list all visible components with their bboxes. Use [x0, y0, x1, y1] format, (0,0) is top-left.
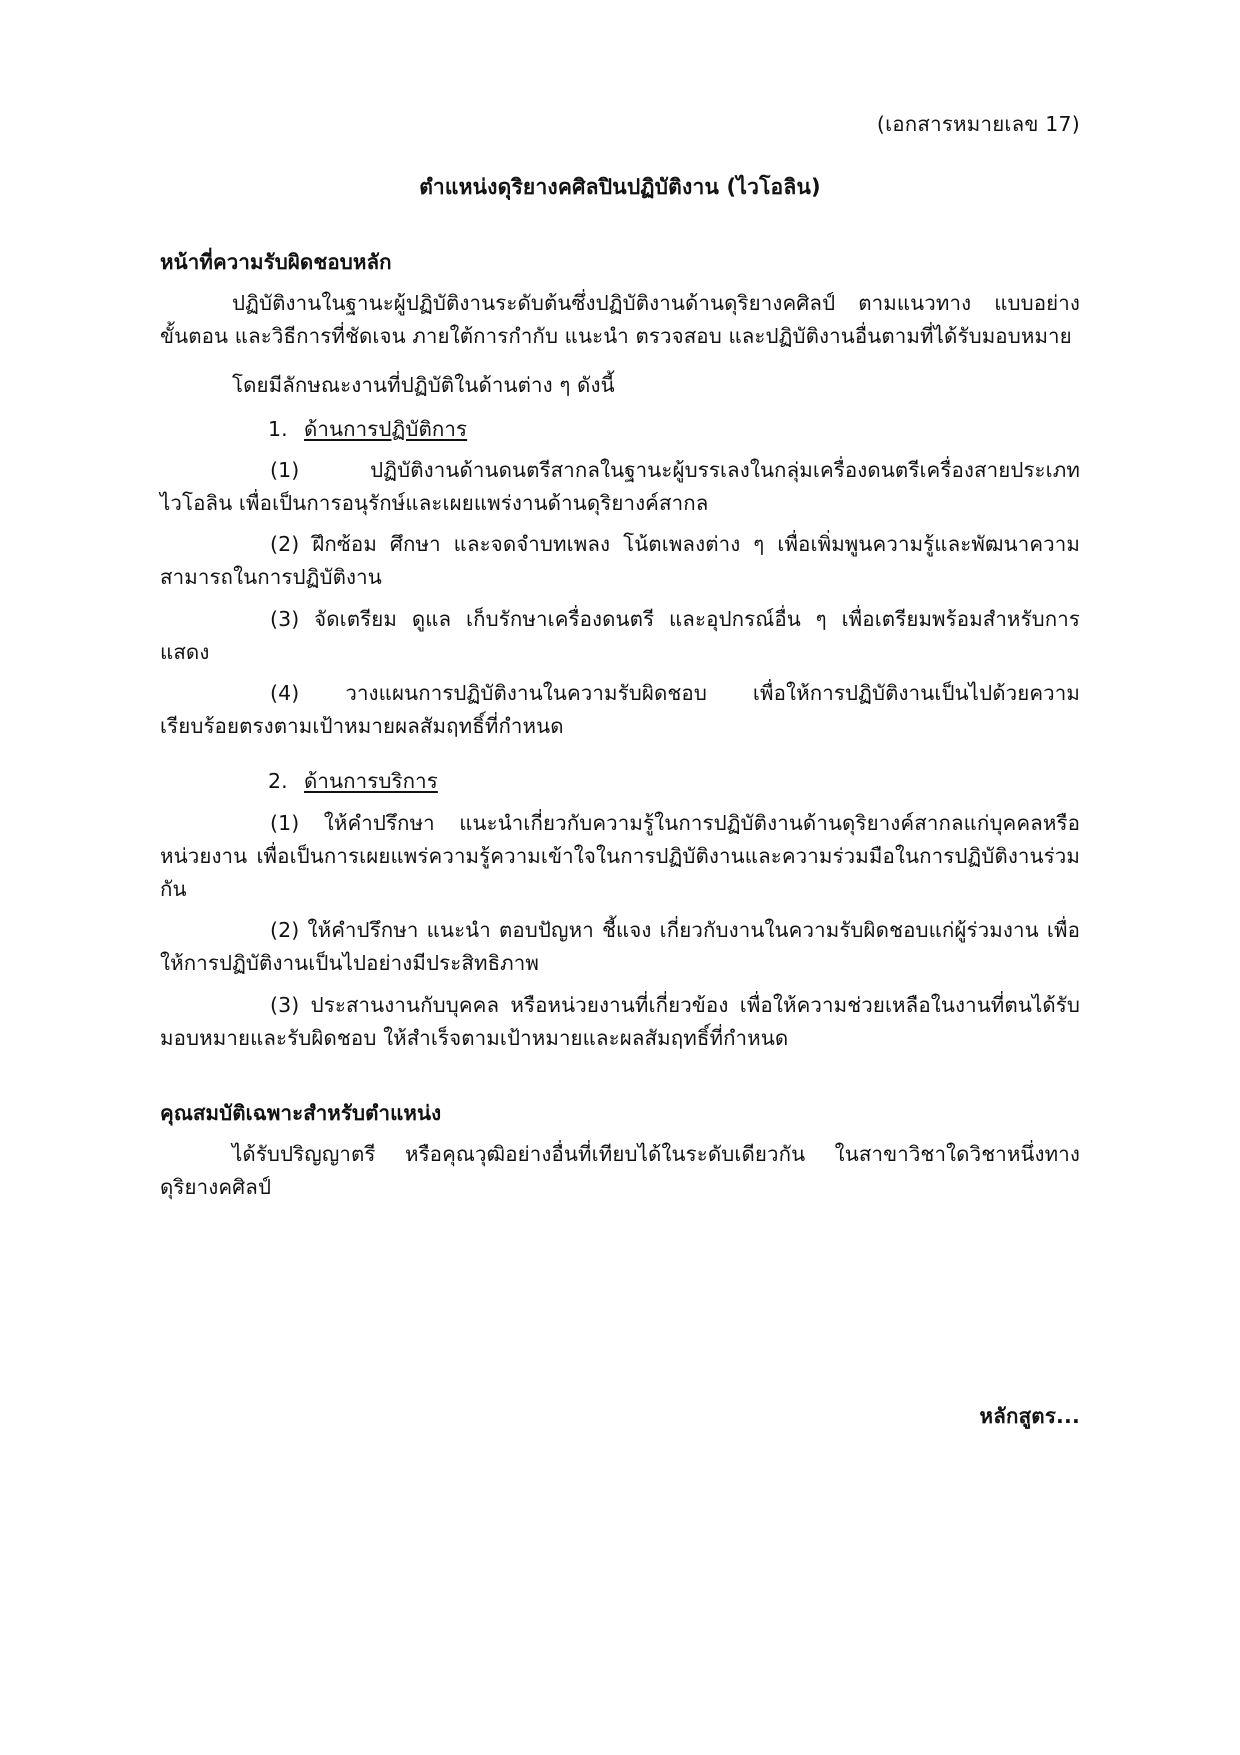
qualifications-paragraph: ได้รับปริญญาตรี หรือคุณวุฒิอย่างอื่นที่เทียบได้ในระดับเดียวกัน ในสาขาวิชาใดวิชาหนึ่งทางดุริยางคศิลป์ [160, 1142, 1080, 1200]
group-1-number: 1. [268, 416, 288, 441]
group-1-item-3: (3) จัดเตรียม ดูแล เก็บรักษาเครื่องดนตรี และอุปกรณ์อื่น ๆ เพื่อเตรียมพร้อมสำหรับการแสดง [160, 606, 1080, 664]
group-1-item-4: (4) วางแผนการปฏิบัติงานในความรับผิดชอบ เพื่อให้การปฏิบัติงานเป็นไปด้วยความเรียบร้อยตรงตามเป้าหมายผลสัมฤทธิ์ที่กำหนด [160, 681, 1080, 739]
document-number: (เอกสารหมายเลข 17) [876, 112, 1080, 136]
responsibilities-lead-in: โดยมีลักษณะงานที่ปฏิบัติในด้านต่าง ๆ ดังนี้ [232, 373, 615, 398]
page-title: ตำแหน่งดุริยางคศิลปินปฏิบัติงาน (ไวโอลิน) [419, 175, 821, 199]
group-2-item-3: (3) ประสานงานกับบุคคล หรือหน่วยงานที่เกี่ยวข้อง เพื่อให้ความช่วยเหลือในงานที่ตนได้รับมอบหมายและรับผิดชอบ ให้สำเร็จตามเป้าหมายและผลสัมฤทธิ์ที่กำหนด [160, 992, 1080, 1050]
group-2-item-1: (1) ให้คำปรึกษา แนะนำเกี่ยวกับความรู้ในการปฏิบัติงานด้านดุริยางค์สากลแก่บุคคลหรือหน่วยงาน เพื่อเป็นการเผยแพร่ความรู้ความเข้าใจในการปฏิบัติงานและความร่วมมือในการปฏิบัติงานร่วมกัน [160, 810, 1080, 902]
group-2-label: ด้านการบริการ [304, 769, 438, 794]
group-1-item-1: (1) ปฏิบัติงานด้านดนตรีสากลในฐานะผู้บรรเลงในกลุ่มเครื่องดนตรีเครื่องสายประเภทไวโอลิน เพื่อเป็นการอนุรักษ์และเผยแพร่งานด้านดุริยางค์สากล [160, 457, 1080, 516]
group-1-item-2: (2) ฝึกซ้อม ศึกษา และจดจำบทเพลง โน้ตเพลงต่าง ๆ เพื่อเพิ่มพูนความรู้และพัฒนาความสามารถในการปฏิบัติงาน [160, 532, 1080, 590]
footer-note: หลักสูตร... [979, 1404, 1080, 1428]
group-2-header [160, 765, 1080, 798]
group-2-item-2: (2) ให้คำปรึกษา แนะนำ ตอบปัญหา ชี้แจง เกี่ยวกับงานในความรับผิดชอบแก่ผู้ร่วมงาน เพื่อให้การปฏิบัติงานเป็นไปอย่างมีประสิทธิภาพ [160, 918, 1080, 976]
group-2-number: 2. [268, 769, 288, 794]
responsibilities-intro-paragraph: ปฏิบัติงานในฐานะผู้ปฏิบัติงานระดับต้นซึ่งปฏิบัติงานด้านดุริยางคศิลป์ ตามแนวทาง แบบอย่าง ขั้นตอน และวิธีการที่ชัดเจน ภายใต้การกำกับ แนะนำ ตรวจสอบ และปฏิบัติงานอื่นตามที่ได้รับมอบหมาย [160, 291, 1080, 349]
section-heading-responsibilities: หน้าที่ความรับผิดชอบหลัก [160, 250, 392, 274]
group-1-header [160, 413, 1080, 446]
group-1-label: ด้านการปฏิบัติการ [304, 416, 468, 441]
document-content [160, 0, 1080, 1204]
section-heading-qualifications: คุณสมบัติเฉพาะสำหรับตำแหน่ง [160, 1101, 442, 1126]
